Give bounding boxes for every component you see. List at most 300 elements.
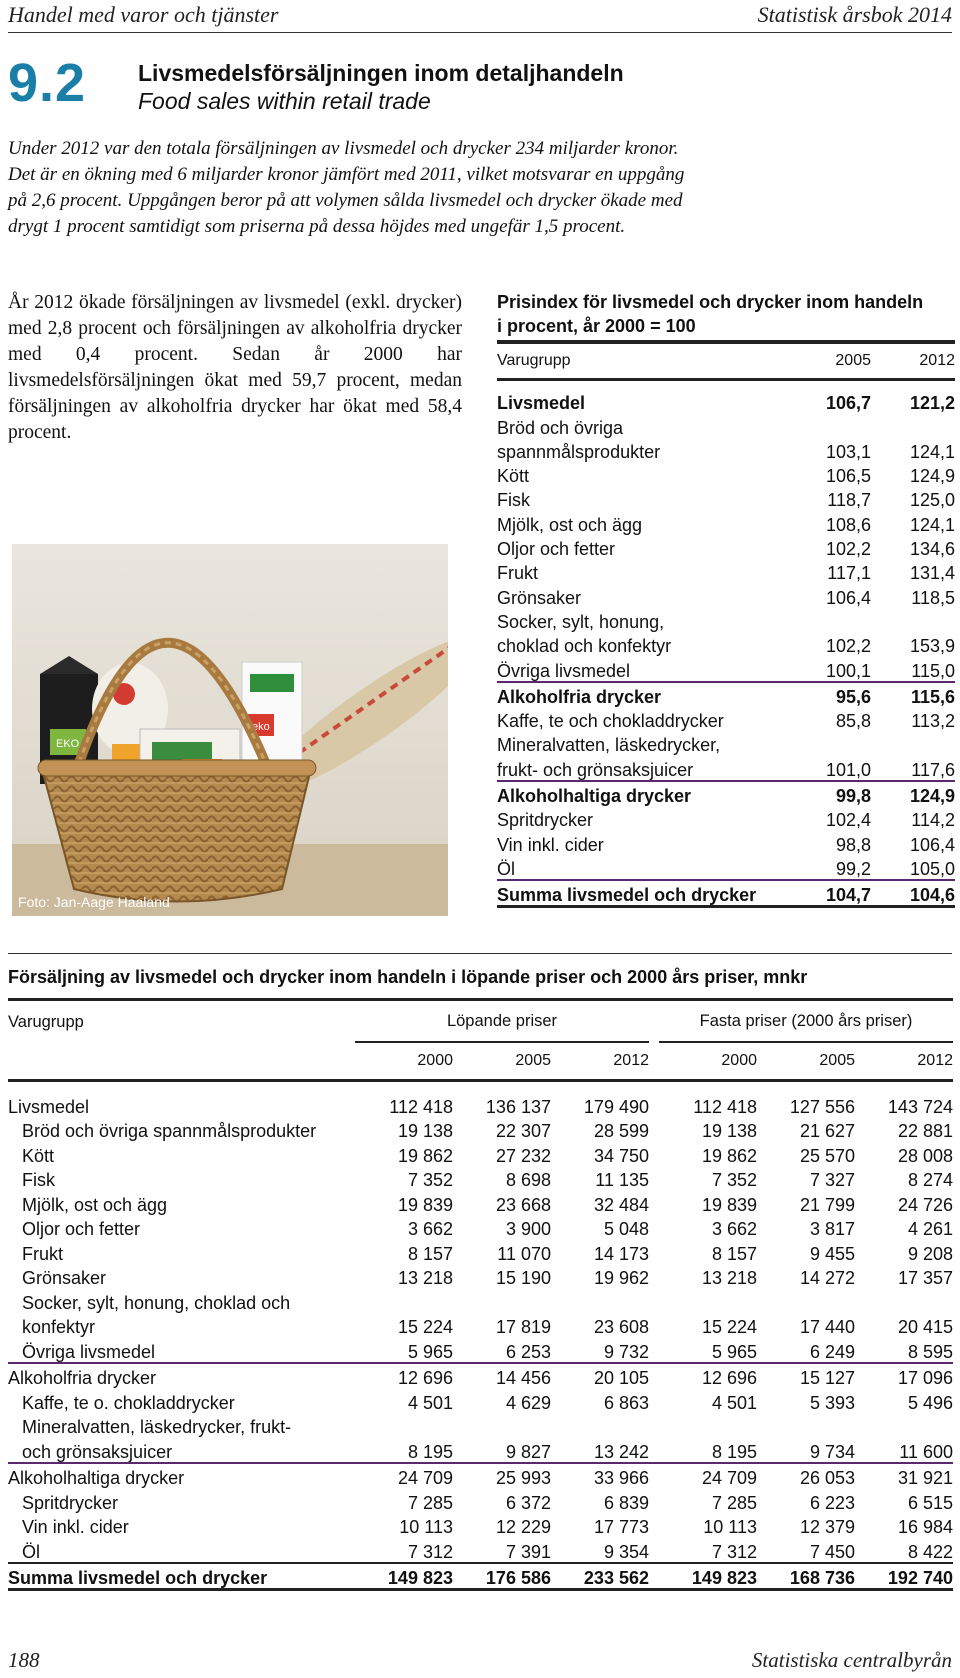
value-current-price: 14 173 — [593, 1243, 649, 1264]
value-fixed-price: 20 415 — [897, 1317, 953, 1337]
value-fixed-price: 15 127 — [757, 1363, 855, 1389]
value-current-price: 28 599 — [593, 1121, 649, 1141]
gap-cell — [649, 1513, 659, 1538]
value-current-price: 17 819 — [495, 1317, 551, 1337]
value-fixed-price: 17 357 — [897, 1268, 953, 1288]
value-current-price: 34 750 — [593, 1145, 649, 1166]
value-current-price: 9 732 — [603, 1341, 649, 1362]
value-fixed-price: 7 352 — [711, 1170, 757, 1190]
carton-label: EKO — [56, 738, 80, 750]
value-current-price: 14 456 — [453, 1363, 551, 1389]
value-2012: 134,6 — [909, 539, 955, 560]
value-current-price: 6 372 — [505, 1492, 551, 1513]
value-fixed-price: 8 422 — [907, 1541, 953, 1562]
value-fixed-price: 22 881 — [897, 1121, 953, 1141]
value-2005: 104,7 — [799, 880, 871, 907]
value-fixed-price: 21 799 — [799, 1194, 855, 1215]
spacer-cell — [8, 1081, 355, 1093]
table-row — [497, 880, 955, 907]
row-label: Spritdrycker — [497, 810, 594, 831]
sales-table — [8, 998, 953, 1591]
value-2005: 106,4 — [825, 587, 871, 608]
value-2005: 99,8 — [799, 781, 871, 806]
value-current-price: 9 354 — [603, 1541, 649, 1562]
value-2005: 106,7 — [825, 393, 871, 414]
value-2005: 118,7 — [827, 490, 871, 511]
value-2005: 103,1 — [825, 441, 871, 462]
value-fixed-price: 14 272 — [799, 1268, 855, 1288]
value-current-price: 8 195 — [407, 1441, 453, 1462]
intro-paragraph: Under 2012 var den totala försäljningen av livsmedel och drycker 234 miljarder kronor. Det är en ökning med 6 miljarder kronor jämfört med 2011, vilket motsvarar en uppgång på 2,6 procent. Uppgången beror på att volymen sålda livsmedel och drycker ökade med drygt 1 procent samtidigt som priserna på dessa höjdes med ungefär 1,5 procent. — [8, 138, 685, 237]
value-fixed-price: 25 570 — [799, 1145, 855, 1166]
row-label: Oljor och fetter — [22, 1219, 141, 1239]
value-current-price: 5 048 — [603, 1219, 649, 1239]
page-number: 188 — [8, 1648, 40, 1672]
row-label: frukt- och grönsaksjuicer — [497, 759, 694, 780]
value-2005: 102,2 — [825, 636, 871, 657]
table-row — [8, 1337, 953, 1363]
value-fixed-price: 16 984 — [897, 1517, 953, 1537]
row-label: Bröd och övriga spannmålsprodukter — [22, 1121, 317, 1141]
value-current-price: 15 224 — [397, 1317, 453, 1337]
row-label: Alkoholhaltiga drycker — [8, 1463, 355, 1489]
value-2012: 105,0 — [909, 858, 955, 879]
value-2005: 102,2 — [825, 539, 871, 560]
table-row — [497, 755, 955, 780]
price-index-table — [497, 340, 955, 908]
value-fixed-price: 24 726 — [897, 1194, 953, 1215]
value-fixed-price: 4 501 — [711, 1392, 757, 1413]
column-header: Varugrupp — [497, 342, 799, 380]
value-current-price: 22 307 — [495, 1121, 551, 1141]
header-rule — [8, 32, 952, 33]
value-fixed-price: 17 440 — [799, 1317, 855, 1337]
value-fixed-price: 149 823 — [659, 1563, 757, 1590]
value-2005: 101,0 — [825, 759, 871, 780]
row-label: Grönsaker — [22, 1268, 107, 1288]
table-row — [497, 855, 955, 880]
row-label: Summa livsmedel och drycker — [497, 880, 799, 907]
spacer-cell — [551, 1081, 649, 1093]
value-current-price: 149 823 — [355, 1563, 453, 1590]
value-fixed-price: 8 595 — [907, 1341, 953, 1362]
value-current-price: 136 137 — [485, 1096, 551, 1117]
table-row — [497, 682, 955, 707]
table-row — [8, 1166, 953, 1191]
table-row — [497, 486, 955, 510]
value-fixed-price — [855, 1288, 953, 1313]
value-current-price — [355, 1413, 453, 1438]
value-current-price: 12 229 — [495, 1517, 551, 1537]
value-current-price: 32 484 — [593, 1194, 649, 1215]
value-fixed-price: 11 600 — [899, 1441, 953, 1462]
value-2005: 117,1 — [827, 563, 871, 584]
value-2005: 106,5 — [825, 466, 871, 487]
row-label: Livsmedel — [497, 393, 586, 414]
basket-illustration — [12, 544, 448, 916]
value-2012: 113,2 — [911, 711, 955, 732]
gap-cell — [649, 1437, 659, 1463]
value-current-price: 24 709 — [355, 1463, 453, 1489]
spacer-cell — [871, 380, 955, 390]
table-row — [497, 535, 955, 559]
table-row — [497, 413, 955, 437]
value-current-price — [551, 1413, 649, 1438]
table-row — [497, 583, 955, 607]
column-header: 2012 — [871, 342, 955, 380]
spacer-cell — [799, 380, 871, 390]
row-label: Mineralvatten, läskedrycker, — [497, 735, 721, 756]
row-label: Öl — [497, 858, 515, 879]
value-2012: 118,5 — [911, 587, 955, 608]
value-2005: 108,6 — [825, 514, 871, 535]
value-current-price: 27 232 — [495, 1145, 551, 1166]
year-header: 2005 — [757, 1042, 855, 1081]
row-label: Socker, sylt, honung, choklad och — [22, 1292, 291, 1313]
spacer-cell — [855, 1081, 953, 1093]
table-row — [497, 656, 955, 681]
value-2005: 95,6 — [799, 682, 871, 707]
value-2012: 104,6 — [871, 880, 955, 907]
gap-cell — [649, 1463, 659, 1489]
table-row — [8, 1117, 953, 1142]
row-label: Frukt — [497, 563, 539, 584]
value-2012: 106,4 — [909, 834, 955, 855]
value-current-price: 6 863 — [603, 1392, 649, 1413]
value-current-price: 11 135 — [595, 1170, 649, 1190]
gap-cell — [649, 1141, 659, 1166]
table-row — [497, 559, 955, 583]
table-row — [8, 1513, 953, 1538]
gap-cell — [649, 1166, 659, 1191]
value-current-price: 19 839 — [397, 1194, 453, 1215]
photo-credit: Foto: Jan-Aage Haaland — [18, 894, 170, 910]
row-label: Mineralvatten, läskedrycker, frukt- — [22, 1417, 292, 1437]
value-current-price: 19 138 — [397, 1121, 453, 1141]
value-2012: 117,6 — [911, 759, 955, 780]
spacer-cell — [757, 1081, 855, 1093]
value-2012: 114,2 — [911, 810, 955, 831]
spacer-cell — [659, 1081, 757, 1093]
section-title-swedish: Livsmedelsförsäljningen inom detaljhandeln — [138, 60, 624, 86]
row-label: spannmålsprodukter — [497, 441, 661, 462]
value-current-price: 179 490 — [583, 1096, 649, 1117]
row-label: Alkoholfria drycker — [8, 1363, 355, 1389]
value-fixed-price: 21 627 — [799, 1121, 855, 1141]
table-row — [8, 1215, 953, 1240]
row-label: Övriga livsmedel — [497, 660, 631, 681]
table-row — [497, 806, 955, 830]
table-row — [8, 1141, 953, 1166]
table-row — [497, 608, 955, 632]
value-fixed-price: 12 379 — [799, 1517, 855, 1537]
value-current-price: 17 773 — [593, 1517, 649, 1537]
gap-cell — [649, 1215, 659, 1240]
table-row — [8, 1190, 953, 1215]
value-2012 — [871, 608, 955, 632]
value-2012: 124,9 — [909, 466, 955, 487]
value-current-price: 15 190 — [495, 1268, 551, 1288]
value-2005: 98,8 — [835, 834, 871, 855]
value-2012 — [871, 731, 955, 755]
row-label: Oljor och fetter — [497, 539, 616, 560]
gap-cell — [649, 1042, 659, 1081]
value-current-price: 8 157 — [407, 1243, 453, 1264]
value-current-price: 12 696 — [355, 1363, 453, 1389]
running-header-right: Statistisk årsbok 2014 — [757, 2, 952, 27]
value-2012: 153,9 — [909, 636, 955, 657]
value-current-price: 11 070 — [497, 1243, 551, 1264]
value-fixed-price: 8 274 — [907, 1170, 953, 1190]
row-label: Mjölk, ost och ägg — [22, 1194, 168, 1215]
value-current-price: 6 253 — [505, 1341, 551, 1362]
value-current-price: 7 391 — [505, 1541, 551, 1562]
value-fixed-price: 10 113 — [703, 1517, 757, 1537]
value-2012: 115,6 — [871, 682, 955, 707]
running-header-left: Handel med varor och tjänster — [8, 2, 279, 27]
value-current-price: 6 839 — [603, 1492, 649, 1513]
table-row — [8, 1313, 953, 1338]
value-2012: 131,4 — [909, 563, 955, 584]
value-current-price — [551, 1288, 649, 1313]
value-current-price: 23 668 — [495, 1194, 551, 1215]
gap-cell — [649, 1563, 659, 1590]
sales-year-header-row — [8, 1042, 953, 1081]
value-fixed-price: 3 817 — [809, 1219, 855, 1239]
row-label: choklad och konfektyr — [497, 636, 672, 657]
value-current-price: 20 105 — [551, 1363, 649, 1389]
value-current-price: 5 965 — [407, 1341, 453, 1362]
value-fixed-price: 5 393 — [809, 1392, 855, 1413]
table-row — [497, 462, 955, 486]
value-current-price: 8 698 — [505, 1170, 551, 1190]
section-title-english: Food sales within retail trade — [138, 88, 431, 114]
value-fixed-price — [757, 1413, 855, 1438]
value-current-price: 176 586 — [453, 1563, 551, 1590]
value-fixed-price: 7 450 — [809, 1541, 855, 1562]
spacer-cell — [355, 1081, 453, 1093]
value-current-price: 7 352 — [407, 1170, 453, 1190]
row-label: Vin inkl. cider — [22, 1517, 129, 1537]
sales-top-rule — [8, 953, 952, 954]
value-fixed-price: 9 734 — [809, 1441, 855, 1462]
table-row — [8, 1537, 953, 1563]
sales-table-title: Försäljning av livsmedel och drycker inom handeln i löpande priser och 2000 års priser, mnkr — [8, 967, 808, 987]
section-number: 9.2 — [8, 53, 87, 113]
value-2012: 115,0 — [911, 660, 955, 681]
row-label: Bröd och övriga — [497, 417, 624, 438]
table-row — [497, 510, 955, 534]
value-current-price: 13 242 — [593, 1441, 649, 1462]
row-label: Övriga livsmedel — [22, 1341, 156, 1362]
value-fixed-price: 168 736 — [757, 1563, 855, 1590]
year-header: 2005 — [453, 1042, 551, 1081]
value-current-price: 9 827 — [505, 1441, 551, 1462]
spacer-cell — [649, 1081, 659, 1093]
value-current-price: 7 285 — [407, 1492, 453, 1513]
value-fixed-price: 7 285 — [711, 1492, 757, 1513]
value-fixed-price: 112 418 — [693, 1096, 757, 1117]
value-fixed-price: 17 096 — [855, 1363, 953, 1389]
sales-group-header-row — [8, 1000, 953, 1043]
gap-cell — [649, 1413, 659, 1438]
column-header: Varugrupp — [8, 1000, 355, 1043]
value-current-price — [355, 1288, 453, 1313]
table-row — [497, 830, 955, 854]
value-fixed-price: 8 157 — [711, 1243, 757, 1264]
table-row — [497, 731, 955, 755]
gap-cell — [649, 1000, 659, 1043]
table-row — [497, 438, 955, 462]
value-fixed-price: 19 839 — [701, 1194, 757, 1215]
row-label: Fisk — [497, 490, 530, 511]
value-fixed-price: 28 008 — [897, 1145, 953, 1166]
value-fixed-price: 127 556 — [789, 1096, 855, 1117]
year-header: 2000 — [659, 1042, 757, 1081]
value-current-price: 112 418 — [389, 1096, 453, 1117]
value-2012: 124,9 — [871, 781, 955, 806]
value-2012: 121,2 — [909, 393, 955, 414]
value-2005: 99,2 — [835, 858, 871, 879]
value-fixed-price: 192 740 — [855, 1563, 953, 1590]
table-row — [8, 1092, 953, 1117]
gap-cell — [649, 1239, 659, 1264]
value-fixed-price: 12 696 — [659, 1363, 757, 1389]
value-2005: 85,8 — [835, 711, 871, 732]
value-current-price: 10 113 — [399, 1517, 453, 1537]
value-2005 — [799, 731, 871, 755]
year-header: 2000 — [355, 1042, 453, 1081]
gap-cell — [649, 1388, 659, 1413]
value-2012: 124,1 — [909, 441, 955, 462]
table-row — [8, 1363, 953, 1389]
table-row — [8, 1264, 953, 1289]
row-label: Kaffe, te och chokladdrycker — [497, 711, 724, 732]
value-current-price: 3 662 — [407, 1219, 453, 1239]
value-fixed-price: 8 195 — [711, 1441, 757, 1462]
table-row — [497, 632, 955, 656]
row-label: Kött — [497, 466, 530, 487]
value-2005 — [799, 413, 871, 437]
value-fixed-price — [855, 1413, 953, 1438]
table-row — [8, 1563, 953, 1590]
body-paragraph: År 2012 ökade försäljningen av livsmedel (exkl. drycker) med 2,8 procent och försäljningen av alkoholfria drycker med 0,4 procent. Sedan år 2000 har livsmedelsförsäljningen ökat med 59,7 procent, medan försäljningen av alkoholfria drycker har ökat med 58,4 procent. — [8, 292, 462, 443]
value-current-price — [453, 1413, 551, 1438]
value-current-price: 4 501 — [407, 1392, 453, 1413]
value-2012 — [871, 413, 955, 437]
table-row — [8, 1239, 953, 1264]
value-current-price: 25 993 — [453, 1463, 551, 1489]
value-fixed-price: 4 261 — [907, 1219, 953, 1239]
gap-cell — [649, 1337, 659, 1363]
row-label: Summa livsmedel och drycker — [8, 1563, 355, 1590]
value-fixed-price — [659, 1288, 757, 1313]
row-label: och grönsaksjuicer — [22, 1441, 173, 1462]
table-row — [497, 781, 955, 806]
row-label: Livsmedel — [8, 1096, 90, 1117]
value-fixed-price: 9 455 — [809, 1243, 855, 1264]
gap-cell — [649, 1313, 659, 1338]
value-fixed-price: 19 138 — [701, 1121, 757, 1141]
column-header: 2005 — [799, 342, 871, 380]
table-row — [497, 707, 955, 731]
value-current-price: 4 629 — [505, 1392, 551, 1413]
value-fixed-price: 7 312 — [711, 1541, 757, 1562]
value-fixed-price: 31 921 — [855, 1463, 953, 1489]
price-index-header-row — [497, 342, 955, 380]
group-header-fixed: Fasta priser (2000 års priser) — [659, 1000, 953, 1043]
row-label: Alkoholhaltiga drycker — [497, 781, 799, 806]
spacer-cell — [497, 380, 799, 390]
year-header: 2012 — [551, 1042, 649, 1081]
table-row — [8, 1488, 953, 1513]
gap-cell — [649, 1288, 659, 1313]
value-fixed-price: 26 053 — [757, 1463, 855, 1489]
value-fixed-price: 19 862 — [701, 1145, 757, 1166]
row-label: Kaffe, te o. chokladdrycker — [22, 1392, 235, 1413]
table-row — [8, 1437, 953, 1463]
value-2005 — [799, 608, 871, 632]
value-current-price: 33 966 — [551, 1463, 649, 1489]
gap-cell — [649, 1190, 659, 1215]
gap-cell — [649, 1488, 659, 1513]
spacer-row — [8, 1081, 953, 1093]
empty-cell — [8, 1042, 355, 1081]
gap-cell — [649, 1092, 659, 1117]
value-fixed-price — [659, 1413, 757, 1438]
value-fixed-price: 6 249 — [809, 1341, 855, 1362]
group-header-current: Löpande priser — [355, 1000, 649, 1043]
row-label: Vin inkl. cider — [497, 834, 604, 855]
table-row — [8, 1288, 953, 1313]
value-current-price — [453, 1288, 551, 1313]
basket-photo — [12, 544, 448, 916]
value-fixed-price: 6 223 — [809, 1492, 855, 1513]
row-label: Mjölk, ost och ägg — [497, 514, 643, 535]
value-fixed-price: 13 218 — [701, 1268, 757, 1288]
package-label: eko — [252, 721, 270, 733]
value-fixed-price: 9 208 — [907, 1243, 953, 1264]
gap-cell — [649, 1264, 659, 1289]
value-current-price: 19 862 — [397, 1145, 453, 1166]
row-label: Kött — [22, 1145, 55, 1166]
publisher-name: Statistiska centralbyrån — [751, 1648, 952, 1672]
table-row — [8, 1463, 953, 1489]
value-current-price: 7 312 — [407, 1541, 453, 1562]
value-fixed-price: 7 327 — [809, 1170, 855, 1190]
spacer-cell — [453, 1081, 551, 1093]
row-label: Frukt — [22, 1243, 64, 1264]
gap-cell — [649, 1537, 659, 1563]
value-fixed-price — [757, 1288, 855, 1313]
value-current-price: 3 900 — [505, 1219, 551, 1239]
value-fixed-price: 143 724 — [887, 1096, 953, 1117]
row-label: Alkoholfria drycker — [497, 682, 799, 707]
row-label: Socker, sylt, honung, — [497, 611, 665, 632]
value-current-price: 23 608 — [593, 1317, 649, 1337]
value-2012: 124,1 — [909, 514, 955, 535]
row-label: Fisk — [22, 1170, 55, 1190]
price-index-title: Prisindex för livsmedel och drycker inom handeln i procent, år 2000 = 100 — [497, 292, 924, 336]
row-label: konfektyr — [22, 1317, 96, 1337]
value-2005: 100,1 — [825, 660, 871, 681]
row-label: Spritdrycker — [22, 1492, 119, 1513]
value-fixed-price: 24 709 — [659, 1463, 757, 1489]
spacer-row — [497, 380, 955, 390]
gap-cell — [649, 1117, 659, 1142]
value-fixed-price: 6 515 — [907, 1492, 953, 1513]
year-header: 2012 — [855, 1042, 953, 1081]
